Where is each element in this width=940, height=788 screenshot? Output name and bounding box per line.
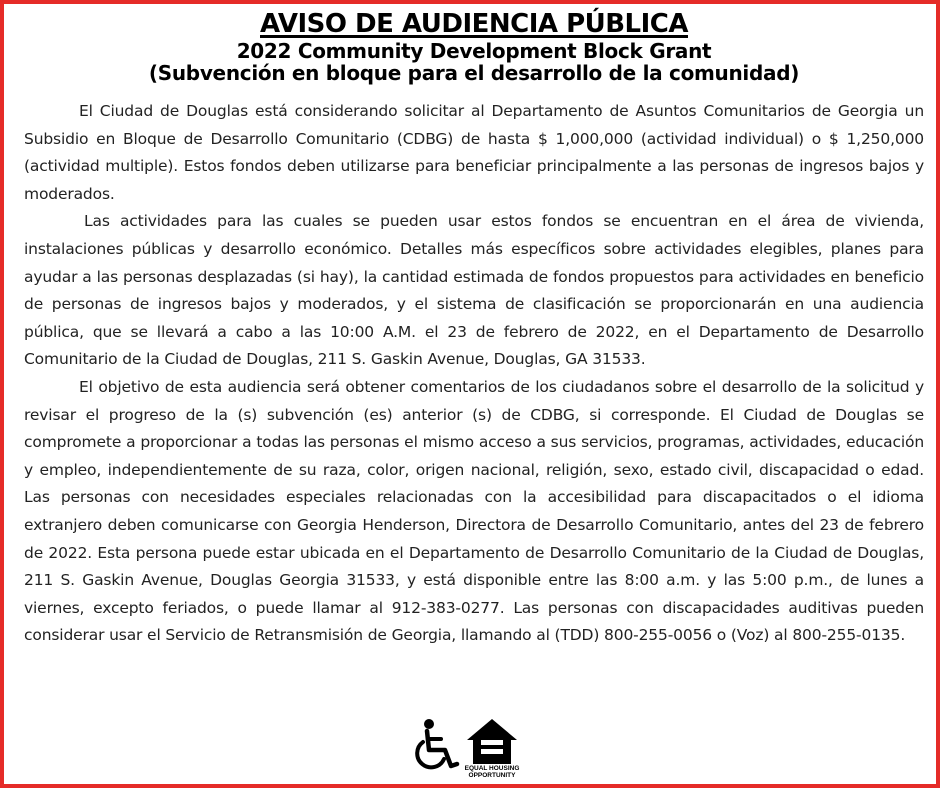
notice-subtitle-spanish: (Subvención en bloque para el desarrollo de la comunidad): [148, 61, 800, 85]
notice-body: [24, 98, 924, 650]
footer-logos: [411, 716, 521, 784]
notice-header: [4, 8, 940, 84]
equal-housing-caption-line2: OPPORTUNITY: [468, 772, 516, 779]
equal-housing-caption-line1: EQUAL HOUSING: [464, 765, 520, 772]
notice-title: AVISO DE AUDIENCIA PÚBLICA: [260, 9, 688, 39]
paragraph-objective: El objetivo de esta audiencia será obtener comentarios de los ciudadanos sobre el desarrollo de la solicitud y revisar el progreso de la (s) subvención (es) anterior (s) de CDBG, si corresponde. El Ciudad de Douglas se compromete a proporcionar a todas las personas el mismo acceso a sus servicios, programas, actividades, educación y empleo, independientemente de su raza, color, origen nacional, religión, sexo, estado civil, discapacidad o edad. Las personas con necesidades especiales relacionadas con la accesibilidad para discapacitados o el idioma extranjero deben comunicarse con Georgia Henderson, Directora de Desarrollo Comunitario, antes del 23 de febrero de 2022. Esta persona puede estar ubicada en el Departamento de Desarrollo Comunitario de la Ciudad de Douglas, 211 S. Gaskin Avenue, Douglas Georgia 31533, y está disponible entre las 8:00 a.m. y las 5:00 p.m., de lunes a viernes, excepto feriados, o puede llamar al 912-383-0277. Las personas con discapacidades auditivas pueden considerar usar el Servicio de Retransmisión de Georgia, llamando al (TDD) 800-255-0056 o (Voz) al 800-255-0135.: [24, 377, 924, 645]
paragraph-activities: Las actividades para las cuales se pueden usar estos fondos se encuentran en el área de vivienda, instalaciones públicas y desarrollo económico. Detalles más específicos sobre actividades elegibles, planes para ayudar a las personas desplazadas (si hay), la cantidad estimada de fondos propuestos para actividades en beneficio de personas de ingresos bajos y moderados, y el sistema de clasificación se proporcionarán en una audiencia pública, que se llevará a cabo a las 10:00 A.M. el 23 de febrero de 2022, en el Departamento de Desarrollo Comunitario de la Ciudad de Douglas, 211 S. Gaskin Avenue, Douglas, GA 31533.: [24, 212, 924, 369]
paragraph-intro: El Ciudad de Douglas está considerando solicitar al Departamento de Asuntos Comunitarios de Georgia un Subsidio en Bloque de Desarrollo Comunitario (CDBG) de hasta $ 1,000,000 (actividad individual) o $ 1,250,000 (actividad multiple). Estos fondos deben utilizarse para beneficiar principalmente a las personas de ingresos bajos y moderados.: [24, 102, 924, 203]
equal-housing-caption: [463, 765, 521, 779]
wheelchair-icon: [411, 718, 461, 776]
notice-subtitle: 2022 Community Development Block Grant: [236, 39, 712, 63]
